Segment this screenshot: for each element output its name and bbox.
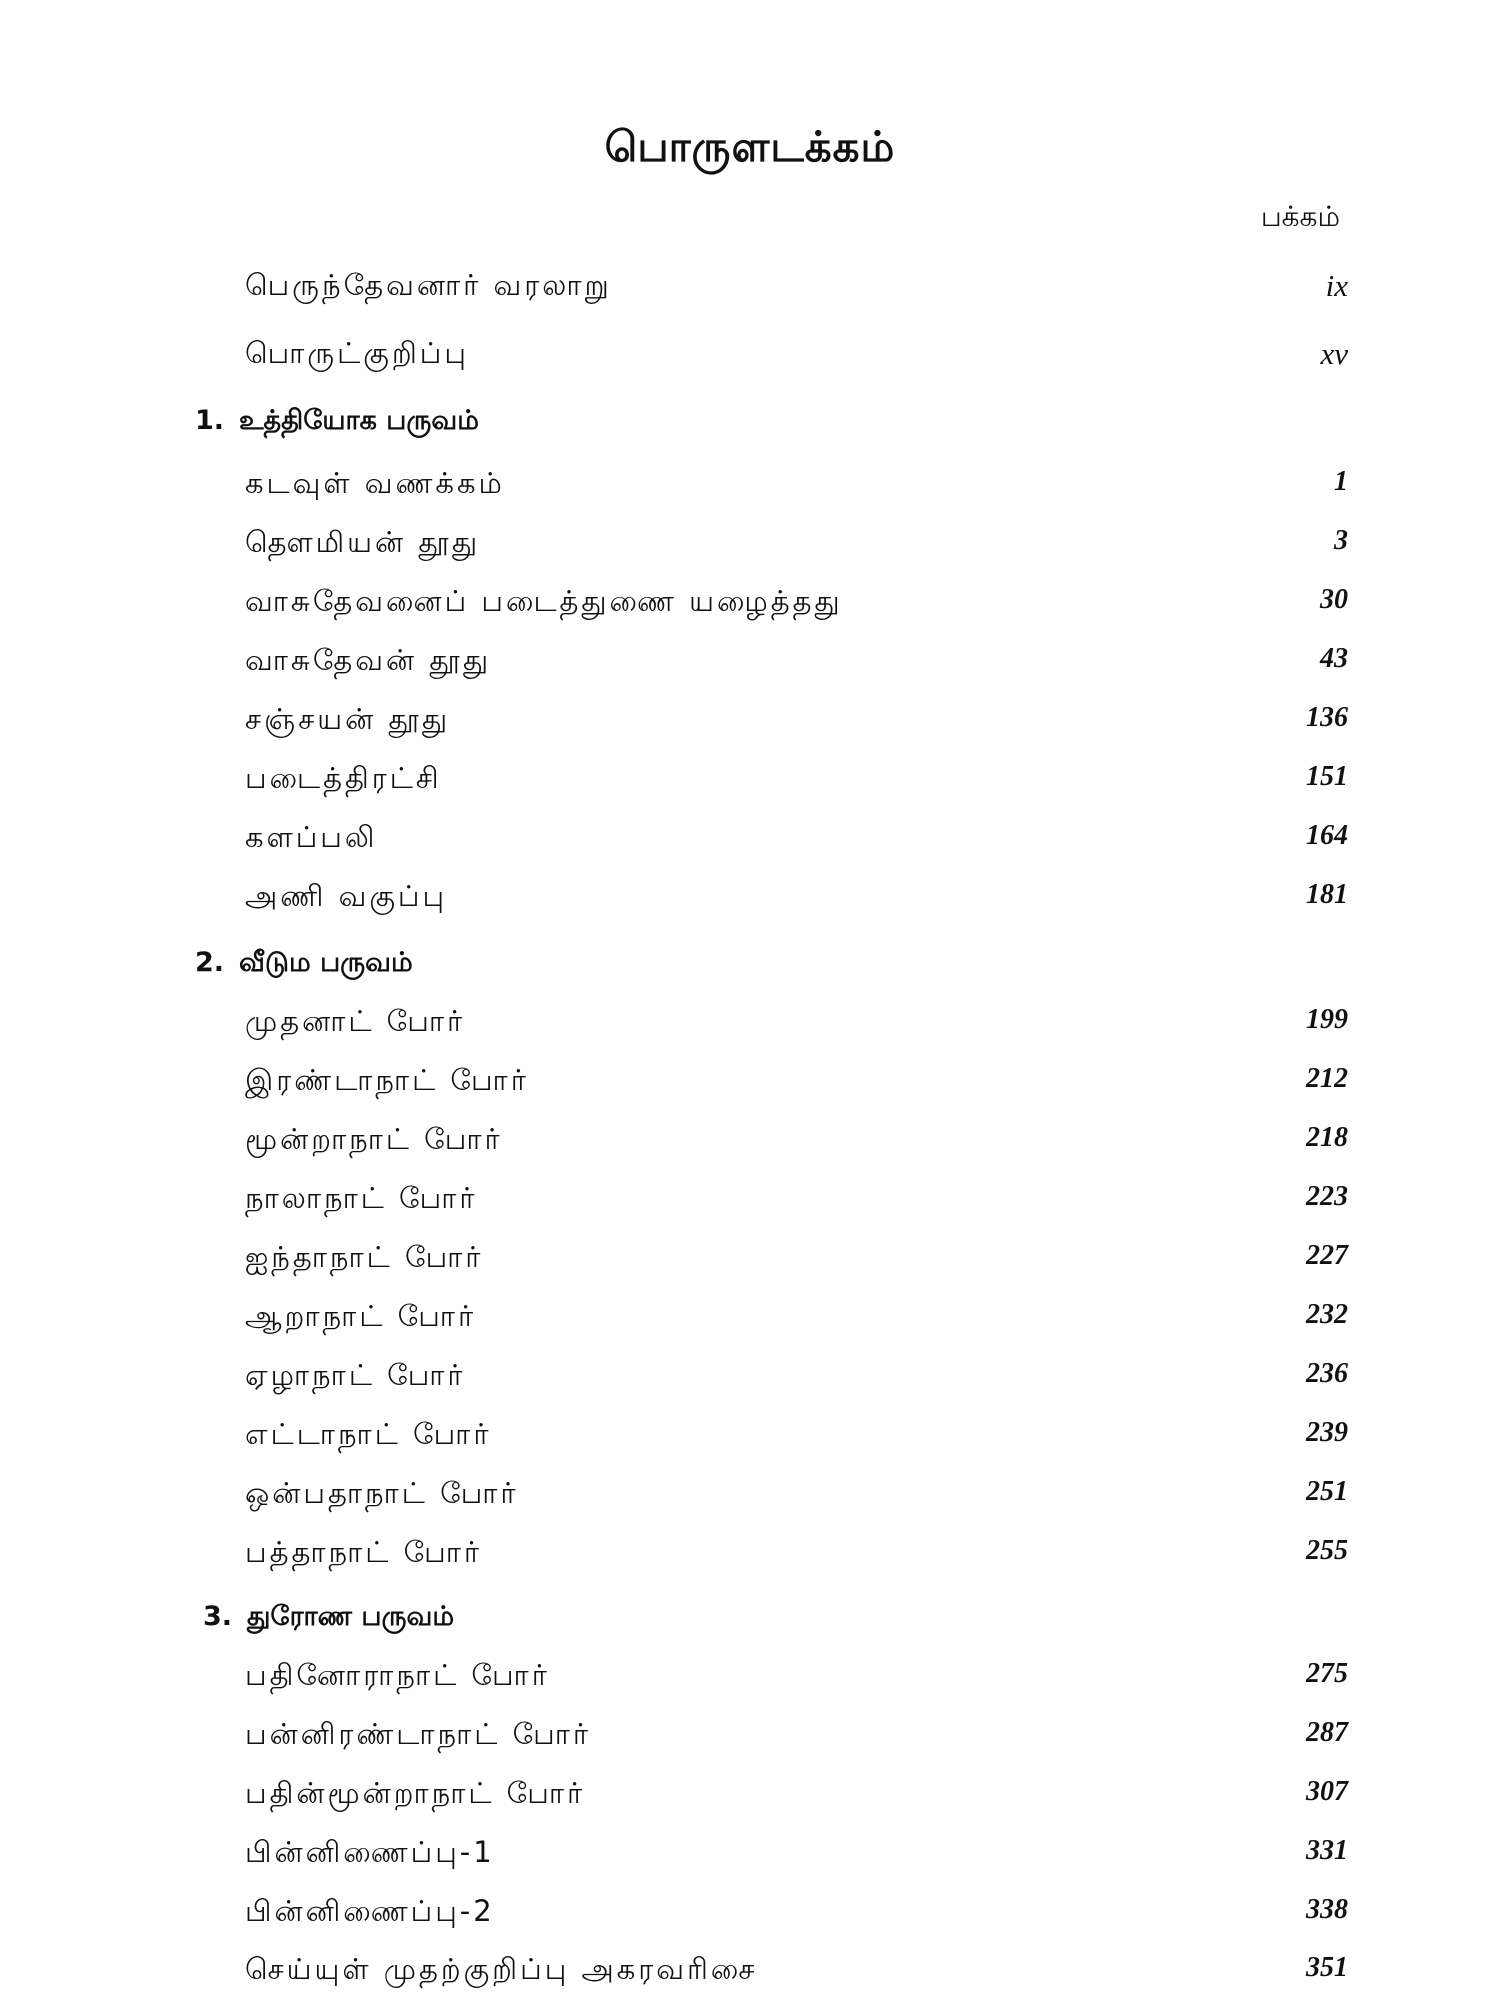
- toc-entry-label: நாலாநாட் போர்: [245, 1181, 478, 1215]
- toc-entry-label: வாசுதேவனைப் படைத்துணை யழைத்தது: [245, 584, 843, 618]
- toc-entry: [0, 1299, 1500, 1349]
- toc-entry-label: ஐந்தாநாட் போர்: [245, 1240, 484, 1274]
- toc-entry-page: 351: [1306, 1952, 1348, 1983]
- toc-entry: [0, 1358, 1500, 1408]
- toc-entry-page: 232: [1306, 1299, 1348, 1330]
- toc-entry-page: 255: [1306, 1535, 1348, 1566]
- toc-entry: [0, 1004, 1500, 1054]
- toc-entry-label: கடவுள் வணக்கம்: [245, 466, 505, 500]
- toc-entry-label: பத்தாநாட் போர்: [245, 1535, 483, 1569]
- toc-entry: [0, 584, 1500, 634]
- toc-entry-page: 331: [1306, 1835, 1348, 1866]
- toc-entry-page: 164: [1306, 820, 1348, 851]
- toc-entry: [0, 1535, 1500, 1585]
- toc-entry-label: முதனாட் போர்: [245, 1004, 466, 1038]
- toc-entry: [0, 1240, 1500, 1290]
- toc-entry-page: 307: [1306, 1776, 1348, 1807]
- toc-entry: [0, 761, 1500, 811]
- page-column-header: பக்கம்: [1260, 200, 1340, 233]
- toc-entry-label: எட்டாநாட் போர்: [245, 1417, 492, 1451]
- toc-entry-label: மூன்றாநாட் போர்: [245, 1122, 503, 1156]
- toc-entry-page: 43: [1320, 643, 1348, 674]
- toc-entry-page: 3: [1334, 525, 1348, 556]
- toc-entry-page: ix: [1325, 268, 1348, 303]
- toc-entry-label: பன்னிரண்டாநாட் போர்: [245, 1717, 592, 1751]
- toc-entry-page: 239: [1306, 1417, 1348, 1448]
- toc-entry-label: படைத்திரட்சி: [245, 761, 442, 795]
- toc-entry-page: 227: [1306, 1240, 1348, 1271]
- toc-entry-label: தௌமியன் தூது: [245, 525, 481, 559]
- toc-entry-page: 236: [1306, 1358, 1348, 1389]
- toc-entry: [0, 643, 1500, 693]
- section-title: வீடும பருவம்: [239, 947, 413, 978]
- section-heading: [195, 947, 413, 982]
- toc-entry-label: சஞ்சயன் தூது: [245, 702, 451, 736]
- toc-entry: [0, 466, 1500, 516]
- toc-entry: [0, 879, 1500, 929]
- section-heading: [203, 1601, 454, 1636]
- page-title: பொருளடக்கம்: [604, 122, 896, 171]
- toc-entry-label: ஏழாநாட் போர்: [245, 1358, 466, 1392]
- toc-entry-label: ஆறாநாட் போர்: [245, 1299, 477, 1333]
- toc-entry-label: பொருட்குறிப்பு: [245, 336, 469, 370]
- toc-entry-page: 199: [1306, 1004, 1348, 1035]
- toc-entry-label: அணி வகுப்பு: [245, 879, 448, 913]
- section-title: உத்தியோக பருவம்: [239, 405, 479, 436]
- toc-entry: [0, 1835, 1500, 1885]
- toc-entry: [0, 525, 1500, 575]
- toc-entry: [0, 268, 1500, 318]
- toc-entry-page: 30: [1320, 584, 1348, 615]
- section-title: துரோண பருவம்: [247, 1601, 455, 1632]
- toc-entry-page: 287: [1306, 1717, 1348, 1748]
- toc-entry-label: களப்பலி: [245, 820, 378, 854]
- section-heading: [195, 405, 479, 440]
- toc-entry: [0, 1181, 1500, 1231]
- toc-entry-label: வாசுதேவன் தூது: [245, 643, 492, 677]
- toc-entry: [0, 1658, 1500, 1708]
- toc-entry-page: 212: [1306, 1063, 1348, 1094]
- toc-entry: [0, 336, 1500, 386]
- toc-entry: [0, 1894, 1500, 1944]
- toc-entry: [0, 1476, 1500, 1526]
- toc-entry-label: பதின்மூன்றாநாட் போர்: [245, 1776, 586, 1810]
- toc-entry: [0, 820, 1500, 870]
- toc-entry-page: 338: [1306, 1894, 1348, 1925]
- toc-entry-label: பதினோராநாட் போர்: [245, 1658, 550, 1692]
- toc-entry: [0, 1776, 1500, 1826]
- toc-entry: [0, 702, 1500, 752]
- toc-entry-label: பின்னிணைப்பு-2: [245, 1894, 495, 1928]
- toc-entry: [0, 1952, 1500, 2002]
- toc-entry-page: 1: [1334, 466, 1348, 497]
- toc-entry-page: 181: [1306, 879, 1348, 910]
- toc-entry-page: xv: [1320, 336, 1348, 371]
- toc-entry-label: பெருந்தேவனார் வரலாறு: [245, 268, 612, 302]
- toc-entry-label: செய்யுள் முதற்குறிப்பு அகரவரிசை: [245, 1952, 758, 1986]
- section-number: 2.: [195, 947, 225, 978]
- toc-entry-page: 218: [1306, 1122, 1348, 1153]
- toc-entry-label: இரண்டாநாட் போர்: [245, 1063, 529, 1097]
- toc-entry: [0, 1717, 1500, 1767]
- toc-entry-label: பின்னிணைப்பு-1: [245, 1835, 495, 1869]
- toc-entry-page: 136: [1306, 702, 1348, 733]
- section-number: 1.: [195, 405, 225, 436]
- toc-entry-page: 275: [1306, 1658, 1348, 1689]
- toc-entry: [0, 1063, 1500, 1113]
- toc-entry: [0, 1122, 1500, 1172]
- toc-entry-page: 223: [1306, 1181, 1348, 1212]
- toc-entry-page: 251: [1306, 1476, 1348, 1507]
- toc-entry-page: 151: [1306, 761, 1348, 792]
- section-number: 3.: [203, 1601, 233, 1632]
- toc-entry: [0, 1417, 1500, 1467]
- toc-entry-label: ஒன்பதாநாட் போர்: [245, 1476, 519, 1510]
